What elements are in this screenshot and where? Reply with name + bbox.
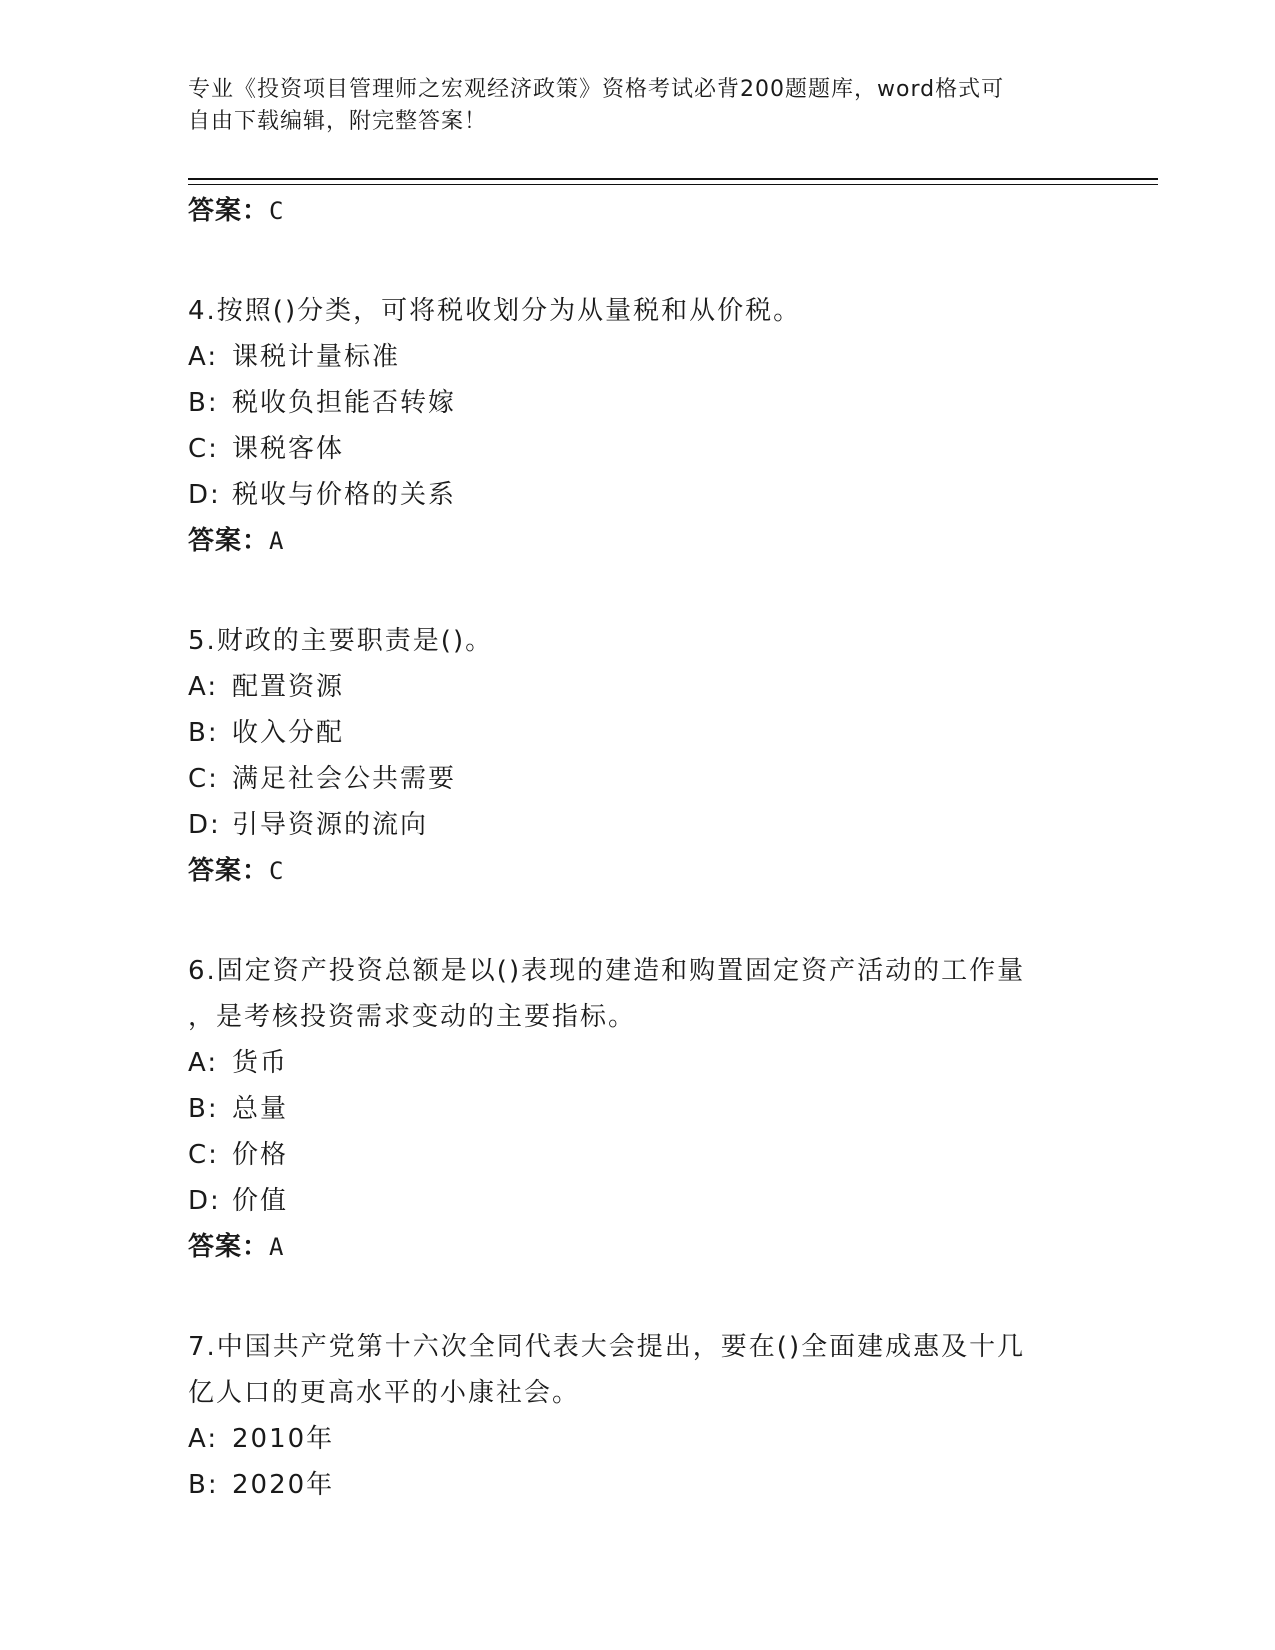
option-key: D:: [188, 480, 221, 510]
option-key: D:: [188, 1186, 221, 1216]
option-key: B:: [188, 1094, 219, 1124]
answer-label: 答案：: [188, 526, 270, 556]
option-row: [188, 802, 1088, 848]
option-row: [188, 1086, 1088, 1132]
header-divider-thick: [188, 178, 1158, 180]
answer-value: A: [269, 1233, 285, 1261]
question-stem: 5.财政的主要职责是()。: [188, 626, 494, 656]
answer-label: 答案：: [188, 196, 270, 226]
answer-value: C: [269, 197, 285, 225]
header-line-1: 专业《投资项目管理师之宏观经济政策》资格考试必背200题题库，word格式可: [188, 77, 1005, 102]
option-text: 满足社会公共需要: [232, 764, 457, 794]
answer-line: [188, 848, 1088, 894]
question-block: [188, 948, 1088, 1324]
spacer: [188, 234, 1088, 288]
option-row: [188, 1132, 1088, 1178]
option-text: 引导资源的流向: [232, 810, 429, 840]
option-key: A:: [188, 672, 219, 702]
option-text: 课税计量标准: [232, 342, 401, 372]
option-key: C:: [188, 764, 219, 794]
questions-container: [188, 288, 1088, 1508]
question-stem: 7.中国共产党第十六次全同代表大会提出，要在()全面建成惠及十几: [188, 1332, 1026, 1362]
question-stem: 6.固定资产投资总额是以()表现的建造和购置固定资产活动的工作量: [188, 956, 1026, 986]
header-divider-thin: [188, 184, 1158, 185]
answer-label: 答案：: [188, 856, 270, 886]
option-text: 价格: [232, 1140, 289, 1170]
answer-line: [188, 1224, 1088, 1270]
option-text: 税收与价格的关系: [232, 480, 457, 510]
question-stem: ，是考核投资需求变动的主要指标。: [188, 1002, 637, 1032]
option-row: [188, 1416, 1088, 1462]
option-text: 2020年: [232, 1470, 335, 1500]
option-text: 收入分配: [232, 718, 345, 748]
option-key: B:: [188, 1470, 219, 1500]
option-row: [188, 1040, 1088, 1086]
question-block: [188, 288, 1088, 618]
question-stem: 亿人口的更高水平的小康社会。: [188, 1378, 581, 1408]
option-text: 价值: [232, 1186, 289, 1216]
option-row: [188, 710, 1088, 756]
answer-line: [188, 518, 1088, 564]
option-text: 货币: [232, 1048, 289, 1078]
option-text: 配置资源: [232, 672, 345, 702]
option-key: A:: [188, 342, 219, 372]
spacer: [188, 564, 1088, 618]
option-row: [188, 756, 1088, 802]
question-block: [188, 1324, 1088, 1508]
option-text: 总量: [232, 1094, 289, 1124]
option-row: [188, 1462, 1088, 1508]
option-row: [188, 664, 1088, 710]
question-list: [188, 188, 1088, 1508]
option-text: 税收负担能否转嫁: [232, 388, 457, 418]
option-key: A:: [188, 1048, 219, 1078]
option-row: [188, 380, 1088, 426]
option-key: B:: [188, 718, 219, 748]
option-key: D:: [188, 810, 221, 840]
option-row: [188, 426, 1088, 472]
option-key: C:: [188, 434, 219, 464]
option-row: [188, 334, 1088, 380]
spacer: [188, 894, 1088, 948]
option-row: [188, 472, 1088, 518]
answer-value: C: [269, 857, 285, 885]
option-key: A:: [188, 1424, 219, 1454]
answer-value: A: [269, 527, 285, 555]
header-line-2: 自由下载编辑，附完整答案！: [188, 109, 488, 134]
option-text: 课税客体: [232, 434, 345, 464]
answer-label: 答案：: [188, 1232, 270, 1262]
option-text: 2010年: [232, 1424, 335, 1454]
option-key: B:: [188, 388, 219, 418]
question-stem: 4.按照()分类，可将税收划分为从量税和从价税。: [188, 296, 802, 326]
document-header: [188, 74, 1068, 138]
option-row: [188, 1178, 1088, 1224]
question-block: [188, 618, 1088, 948]
spacer: [188, 1270, 1088, 1324]
answer-line: [188, 188, 1088, 234]
option-key: C:: [188, 1140, 219, 1170]
